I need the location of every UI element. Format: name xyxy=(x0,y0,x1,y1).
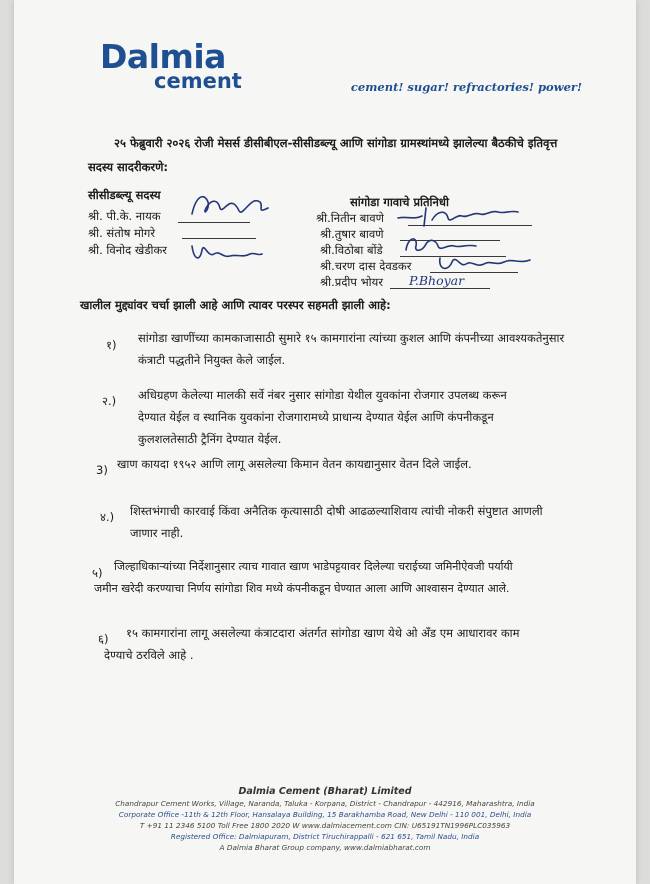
company-member-1: श्री. पी.के. नायक xyxy=(88,209,161,223)
footer-line: Chandrapur Cement Works, Village, Naranda, Taluka - Korpana, District - Chandrapur - 442916, Maharashtra, India xyxy=(115,799,535,808)
signature-scribble xyxy=(184,186,274,226)
point-line: जिल्हाधिकाऱ्यांच्या निर्देशानुसार त्याच गावात खाण भाडेपट्टयावर दिलेल्या चराईच्या जमिनीऐवजी पर्यायी xyxy=(114,560,513,573)
point-2-text xyxy=(138,384,507,450)
point-4-text xyxy=(130,500,543,544)
signature-scribble xyxy=(186,238,266,268)
discussion-intro: खालील मुद्द्यांवर चर्चा झाली आहे आणि त्यावर परस्पर सहमती झाली आहे: xyxy=(80,298,391,312)
point-line: कुलशलतेसाठी ट्रैनिंग देण्यात येईल. xyxy=(138,432,282,446)
letter-page xyxy=(14,0,636,884)
logo-brand-line1: Dalmia xyxy=(100,37,226,76)
signature-scribble xyxy=(434,248,534,276)
footer-company-name: Dalmia Cement (Bharat) Limited xyxy=(238,786,412,797)
footer-address-block xyxy=(14,798,636,853)
point-line: देण्याचे ठरविले आहे . xyxy=(104,648,194,662)
logo-brand-line2: cement xyxy=(154,69,242,93)
dalmia-logo xyxy=(100,37,242,93)
point-6-text xyxy=(104,622,520,666)
village-member-2: श्री.तुषार बावणे xyxy=(320,227,384,241)
point-number: 3) xyxy=(96,463,108,477)
point-line: देण्यात येईल व स्थानिक युवकांना रोजगारामध्ये प्राधान्य देण्यात येईल आणि कंपनीकडून xyxy=(138,410,494,424)
company-member-2: श्री. संतोष मोगरे xyxy=(88,226,156,240)
point-line: कंत्राटी पद्धतीने नियुक्त केले जाईल. xyxy=(138,353,286,367)
footer-line: Registered Office: Dalmiapuram, District Tiruchirappalli - 621 651, Tamil Nadu, India xyxy=(170,832,480,841)
point-number: १) xyxy=(106,338,117,352)
point-number: ६) xyxy=(98,632,109,646)
footer-line: T +91 11 2346 5100 Toll Free 1800 2020 W www.dalmiacement.com CIN: U65191TN1996PLC035963 xyxy=(139,821,511,830)
point-line: १५ कामगारांना लागू असलेल्या कंत्राटदारा अंतर्गत सांगोडा खाण येथे ओ अँड एम आधारावर काम xyxy=(126,626,520,640)
point-line: सांगोडा खाणींच्या कामकाजासाठी सुमारे १५ कामगारांना त्यांच्या कुशल आणि कंपनीच्या आवश्यकतेनुसार xyxy=(138,331,565,345)
point-line: शिस्तभंगाची कारवाई किंवा अनैतिक कृत्यासाठी दोषी आढळल्याशिवाय त्यांची नोकरी संपुष्टात आणली xyxy=(130,504,543,518)
letterhead-tagline: cement! sugar! refractories! power! xyxy=(350,80,582,94)
company-members-heading: सीसीडब्ल्यू सदस्य xyxy=(88,188,161,202)
signature-line xyxy=(390,288,490,289)
village-member-1: श्री.नितीन बावणे xyxy=(316,211,384,225)
footer-line: Corporate Office -11th & 12th Floor, Hansalaya Building, 15 Barakhamba Road, New Delhi - 110 001, Delhi, India xyxy=(118,810,532,819)
point-line: जाणार नाही. xyxy=(130,526,184,540)
village-representatives-heading: सांगोडा गावाचे प्रतिनिधी xyxy=(350,195,449,209)
point-number: ५) xyxy=(92,566,103,580)
point-5-text xyxy=(94,556,513,600)
point-number: २.) xyxy=(102,394,117,408)
point-line: जमीन खरेदी करण्याचा निर्णय सांगोडा शिव मध्ये कंपनीकडून घेण्यात आला आणि आश्वासन देण्यात आले. xyxy=(94,582,510,595)
company-member-3: श्री. विनोद खेडीकर xyxy=(88,243,167,257)
point-3-text xyxy=(117,453,472,475)
village-member-5: श्री.प्रदीप भोयर xyxy=(320,275,384,289)
members-heading: सदस्य सादरीकरणे: xyxy=(88,160,169,174)
document-title: २५ फेब्रुवारी २०२६ रोजी मेसर्स डीसीबीएल-सीसीडब्ल्यू आणि सांगोडा ग्रामस्थांमध्ये झालेल्या बैठकीचे इतिवृत्त xyxy=(114,136,558,150)
handwritten-signature-text: P.Bhoyar xyxy=(409,273,465,288)
village-member-4: श्री.चरण दास देवडकर xyxy=(320,259,412,273)
village-member-3: श्री.विठोबा बोंडे xyxy=(320,243,383,257)
point-line: अधिग्रहण केलेल्या मालकी सर्वे नंबर नुसार सांगोडा येथील युवकांना रोजगार उपलब्ध करून xyxy=(138,388,507,402)
signature-scribble xyxy=(394,202,524,230)
point-number: ४.) xyxy=(100,510,115,524)
point-line: खाण कायदा १९५२ आणि लागू असलेल्या किमान वेतन कायद्यानुसार वेतन दिले जाईल. xyxy=(117,457,472,471)
footer-line: A Dalmia Bharat Group company, www.dalmiabharat.com xyxy=(219,843,431,852)
point-1-text xyxy=(138,327,564,371)
